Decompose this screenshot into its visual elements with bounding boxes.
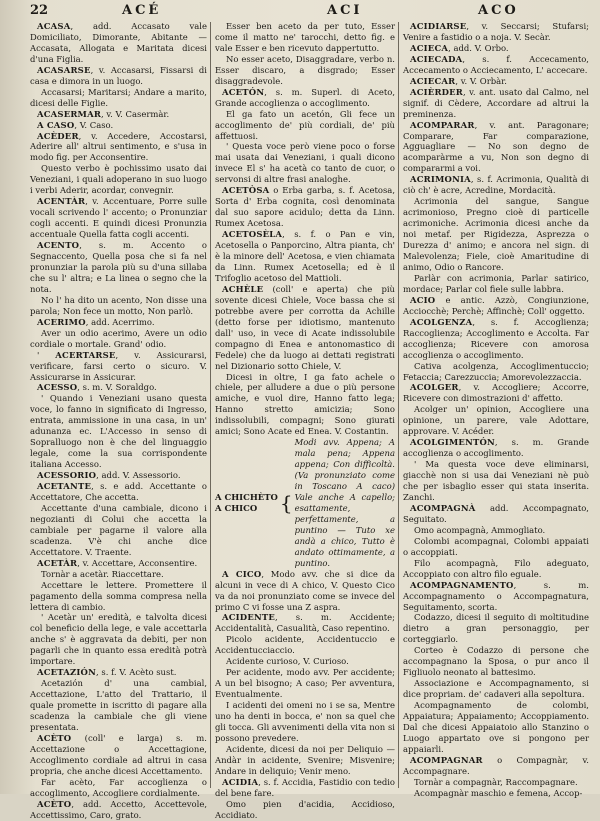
entry-subsense: [30, 328, 207, 350]
headword: ACOLGER: [410, 382, 459, 393]
dictionary-entry: [403, 317, 589, 361]
dictionary-entry: [215, 569, 395, 613]
entry-text: , s. f. Accidia, Fastidio con tedio del bene fare.: [215, 776, 395, 798]
dictionary-entry: [30, 196, 207, 240]
dictionary-entry: [215, 185, 395, 229]
entry-text: , v. Accedere, Accostarsi, Aderire all' altrui sentimento, e s'usa in modo fig. per Acconsentire.: [30, 130, 207, 163]
dictionary-entry: [30, 131, 207, 164]
dictionary-entry: [30, 558, 207, 569]
entry-text: Codazzo, dicesi il seguito di moltitudine dietro a gran personaggio, per corteggiarlo.: [403, 612, 589, 645]
entry-text: No esser aceto, Disaggradare, verbo n. Esser discaro, a disgrado; Esser disaggradevole.: [215, 53, 395, 86]
entry-text: , v. Assicurarsi, verificare, farsi certo o sicuro. V. Assicurarse in Assicurar.: [30, 349, 207, 382]
page-header: [30, 3, 586, 21]
headword: ACETÀR: [37, 557, 78, 568]
entry-subsense: [30, 777, 207, 799]
dictionary-entry: [403, 21, 589, 43]
entry-text: Filo acompagnà, Filo adeguato, Accoppiato con altro filo eguale.: [403, 557, 589, 579]
entry-subsense: [403, 525, 589, 536]
entry-subsense: [215, 109, 395, 142]
entry-text: Aver un odio acerimo, Avere un odio cordiale o mortale. Grand' odio.: [30, 327, 207, 349]
headword: ACOLGIMENTÓN: [410, 437, 495, 448]
entry-text: , add. V. Orbo.: [448, 42, 509, 53]
dictionary-entry: [403, 503, 589, 525]
dictionary-entry: [215, 284, 395, 372]
entry-subsense: [403, 700, 589, 755]
dictionary-entry: [215, 229, 395, 284]
dictionary-entry: [403, 382, 589, 404]
entry-subsense: [403, 788, 589, 799]
entry-subsense: [403, 536, 589, 558]
entry-text: Acompagnàr maschio e femena, Accop-: [414, 787, 583, 798]
headword: ACERTARSE: [55, 349, 116, 360]
dictionary-entry: [403, 54, 589, 76]
braced-entry-a-chico: [215, 437, 395, 568]
entry-text: Tornàr a acetàr. Riaccettare.: [41, 568, 164, 579]
entry-text: , s. f. Accecamento, Accecamento o Acciecamento, L' accecare.: [403, 53, 589, 75]
column-divider: [398, 22, 399, 788]
entry-subsense: [30, 678, 207, 733]
dictionary-entry: [30, 481, 207, 503]
entry-text: Questo verbo è pochissimo usato dai Veneziani, i quali adoperano in suo luogo i verbi Aderir, acordar, convegnir.: [30, 163, 207, 196]
entry-text: , s. m. Superl. di Aceto, Grande accoglienza o accoglimento.: [215, 86, 395, 108]
headword: ACIECA: [410, 42, 449, 53]
dictionary-entry: [30, 240, 207, 295]
page-number: 22: [30, 3, 49, 18]
entry-text: Acidente curioso, V. Curioso.: [226, 656, 349, 667]
entry-subsense: [30, 503, 207, 558]
headword: ACÈTO: [37, 798, 72, 809]
entry-text: , v. Accogliere; Accorre, Ricevere con dimostrazioni d' affetto.: [403, 382, 589, 404]
entry-text: , add. Accetto, Accettevole, Accettissimo, Caro, grato.: [30, 798, 207, 820]
entry-text: , s. f. Acrimonia, Qualità di ciò ch' è acre, Acredine, Mordacità.: [403, 174, 589, 196]
entry-text: o Compagnàr, v. Accompagnare.: [403, 754, 589, 776]
entry-subsense: [215, 799, 395, 821]
middle-entries-bottom: [215, 569, 395, 821]
headword: ACETANTE: [37, 481, 92, 492]
dictionary-entry: [403, 87, 589, 120]
entry-text: ' Acetàr un' eredità, e talvolta dicesi col beneficio della lege, e vale accettarla anche s' è aggravata da debiti, per non pagarli che in quanto essa eredità potrà importare.: [30, 612, 207, 667]
entry-text: , s. m. Grande accoglienza o accoglimento.: [403, 437, 589, 459]
entry-subsense: [30, 295, 207, 317]
dictionary-entry: [30, 470, 207, 481]
entry-text: , s. f. V. Acèto sust.: [96, 667, 177, 678]
entry-text: Accasarsi; Maritarsi; Andare a marito, dicesi delle Figlie.: [30, 86, 207, 108]
guide-word-right: ACO: [478, 3, 519, 18]
dictionary-entry: [215, 87, 395, 109]
entry-text: , s. m. V. Soraldgo.: [77, 382, 157, 393]
entry-subsense: [403, 612, 589, 645]
entry-text: Acetazión d' una cambial, Accettazione, L'atto del Trattario, il quale promette in iscritto di pagare alla scadenza la cambiale che gli viene presentata.: [30, 678, 207, 732]
entry-text: , s. f. Accoglienza; Raccoglienza; Accoglimento e Accolta. Far accoglienza; Ricevere con amorosa accoglienza o accoglimento.: [403, 316, 589, 360]
headword: ACETÓN: [222, 86, 265, 97]
entry-text: Parlàr con acrimonia, Parlar satirico, mordace; Parlar col fiele sulle labbra.: [403, 272, 589, 294]
dictionary-entry: [403, 295, 589, 317]
headword: ACOMPAGNÀ: [410, 502, 476, 513]
brace-symbol: {: [279, 490, 293, 515]
headword: ACASARSE: [37, 64, 91, 75]
entry-text: (coll' e larga) s. m. Accettazione o Accettagione, Accoglimento cordiale ad altrui in casa propria, che anche dicesi Accettamento.: [30, 732, 207, 776]
entry-text: Omo pien d'acidia, Accidioso, Accidiato.: [215, 798, 395, 820]
headword: ACIECADA: [410, 53, 463, 64]
entry-text: Accettare le lettere. Promettere il pagamento della somma compresa nella lettera di cambio.: [30, 579, 207, 612]
entry-text: Esser ben aceto da per tuto, Esser come il matto ne' tarocchi, detto fig. e vale Esser e ben ricevuto dappertutto.: [215, 21, 395, 53]
headword: ACHÈLE: [222, 283, 264, 294]
entry-text: No l' ha dito un acento, Non disse una parola; Non fece un motto, Non parlò.: [30, 294, 207, 316]
headword: ACIDIA: [222, 776, 259, 787]
entry-text: Acrimonia del sangue, Sangue acrimonioso, Pregno cioè di particelle acrimoniche. Acrimonia dicesi anche da noi metaf. per Rigidezza, Asprezza o Durezza d' animo; e ancora nel sign. di Malevolenza; Fiele, cioè Amaritudine di animo, Odio o Rancore.: [403, 196, 589, 272]
headword: ACIECAR: [410, 75, 456, 86]
entry-subsense: [30, 569, 207, 580]
headword: ACETÒSA: [222, 185, 270, 196]
entry-text: o Erba garba, s. f. Acetosa, Sorta d' Erba cognita, così denominata dal suo sapore acidulo; detta da Linn. Rumex Acetosa.: [215, 185, 395, 229]
entry-subsense: [215, 656, 395, 667]
dictionary-entry: [30, 382, 207, 393]
entry-text: Picolo acidente, Accidentuccio e Accidentucciaccio.: [215, 634, 395, 656]
entry-text: Accettante d'una cambiale, dicono i negozianti di Colui che accetta la cambiale per pagarne il valore alla scadenza. V'è chi anche dice Accettatore. V. Traente.: [30, 502, 207, 557]
entry-text: I acidenti dei omeni no i se sa, Mentre uno ha denti in bocca, e' non sa quel che gli tocca. Gli avvenimenti della vita non si possono prevedere.: [215, 700, 395, 743]
headword: ACIDENTE: [222, 612, 275, 623]
entry-subsense: [30, 612, 207, 667]
guide-word-left: ACÉ: [122, 3, 162, 18]
entry-text: Dicesi in oltre, I ga fato achele o chiele, per alludere a due o più persone amiche, e vuol dire, Hanno fatto lega; Hanno stretto amicizia; Sono indissolubili, compagni; Sono giurati amici; Sono Acate ed Enea. V. Costantin.: [215, 371, 395, 437]
dictionary-entry: [30, 317, 207, 328]
headword: ACETOSÈLA: [222, 229, 283, 240]
headword: ACASA: [37, 21, 71, 31]
headword: A CASO: [37, 119, 75, 130]
headword: ACETAZIÓN: [37, 667, 97, 678]
entry-text: Cativa acolgenza, Accoglimentuccio; Fetaccia; Carezzuccia; Amorevolezzaccia.: [403, 360, 589, 382]
entry-text: , s. e add. Accettante o Accettatore, Che accetta.: [30, 481, 207, 502]
headword: ACESSORIO: [37, 470, 97, 481]
entry-text: , v. V. Orbàr.: [455, 75, 507, 86]
entry-text: e antic. Azzò, Congiunzione, Acciocchè; Perchè; Affinchè; Coll' oggetto.: [403, 294, 589, 316]
column-left: [30, 21, 207, 820]
middle-entries-top: [215, 21, 395, 437]
entry-definition: Modi avv. Appena; A mala pena; Appena appena; Con difficoltà. (Va pronunziato come in Toscano A caco) Vale anche A capello; esattamente, perfettamente, a puntino — Tuto xe andà a chico, Tutto è andato ottimamente, a puntino.: [294, 437, 395, 568]
headword: ACENTO: [37, 240, 80, 251]
entry-subsense: [215, 744, 395, 777]
entry-text: , V. Caso.: [74, 119, 114, 130]
headword: ACOMPAGNAMENTO: [410, 579, 514, 590]
entry-subsense: [215, 372, 395, 438]
entry-subsense: [403, 196, 589, 273]
headword: ACASERMAR: [37, 108, 102, 119]
entry-text: add. Accompagnato, Seguitato.: [403, 502, 589, 524]
headword: ACESSO: [37, 382, 78, 393]
entry-subsense: [30, 87, 207, 109]
entry-subsense: [403, 558, 589, 580]
entry-text: , v. V. Casermàr.: [101, 108, 170, 119]
dictionary-entry: [403, 755, 589, 777]
entry-subsense: [30, 580, 207, 613]
dictionary-entry: [403, 120, 589, 175]
column-right: [403, 21, 589, 798]
column-divider: [210, 22, 211, 788]
dictionary-entry: [403, 437, 589, 459]
headword: A CICO: [222, 568, 262, 579]
entry-subsense: [403, 361, 589, 383]
entry-text: Acompagnamento de colombi, Appaiatura; Appaiamento; Accoppiamento. Dal che dicesi Appaiatoio allo Stanzino o Luogo appartato ove si pongono per appaiarli.: [403, 700, 589, 754]
entry-subsense: [215, 54, 395, 87]
headword: ACÈDER: [37, 130, 79, 141]
entry-text: Colombi acompagnai, Colombi appaiati o accoppiati.: [403, 535, 589, 557]
entry-text: Acidente, dicesi da noi per Deliquio — Andàr in acidente, Svenire; Misvenire; Andare in deliquio; Venir meno.: [215, 743, 395, 776]
dictionary-entry: [30, 65, 207, 87]
dictionary-entry: [403, 580, 589, 613]
entry-text: ' Questa voce però viene poco o forse mai usata dai Veneziani, i quali dicono invece El s' ha acetà co tanto de cuor, o servonsi di altre frasi analoghe.: [215, 141, 395, 185]
headword: ACIÈRDER: [410, 86, 464, 97]
entry-text: , add. V. Assessorio.: [96, 470, 181, 481]
dictionary-entry: [30, 667, 207, 678]
entry-subsense: [215, 667, 395, 700]
entry-subsense: [403, 459, 589, 503]
entry-text: , s. m. Accento o Segnaccento, Quella posa che si fa nel pronunziar la parola più su d'una sillaba che su l' altra; e La linea o segno che la nota.: [30, 240, 207, 294]
dictionary-entry: [215, 612, 395, 634]
headword: ACERIMO: [37, 316, 86, 327]
entry-subsense: [215, 700, 395, 744]
entry-text: El ga fato un acetón, Gli fece un accoglimento de' più cordiali, de' più affettuosi.: [215, 108, 395, 141]
headword: ACOLGENZA: [410, 316, 473, 327]
entry-text: , Modo avv. che si dice da alcuni in vece di A chico, V. Questo Cico va da noi pronunziato come se invece del primo C vi fosse una Z aspra.: [215, 568, 395, 612]
entry-text: Far acèto, Far accoglienza o accoglimento, Accogliere cordialmente.: [30, 776, 207, 798]
headword: A CHICO: [215, 502, 258, 513]
dictionary-entry: [403, 174, 589, 196]
dictionary-entry: [30, 733, 207, 777]
dictionary-entry: [30, 799, 207, 821]
headword: ACENTÀR: [37, 196, 86, 207]
dictionary-entry: [403, 43, 589, 54]
entry-subsense: [403, 645, 589, 678]
entry-mark: ': [37, 349, 56, 360]
entry-subsense: [403, 678, 589, 700]
entry-text: ' Quando i Veneziani usano questa voce, lo fanno in significato di Ingresso, entrata, ammissione in una casa, in un' adunanza ec. L'Accesso in senso di Sopralluogo non è che del linguaggio legale, come la sua corrispondente italiana Accesso.: [30, 393, 207, 470]
guide-word-center: ACI: [327, 3, 363, 18]
dictionary-entry: [30, 21, 207, 65]
entry-text: , v. Accasarsi, Fissarsi di casa e dimora in un luogo.: [30, 64, 207, 86]
entry-text: Acolger un' opinion, Accogliere una opinione, un parere, vale Adottare, approvare. V. Acéder.: [403, 404, 589, 437]
entry-text: (coll' e aperta) che più sovente dicesi Chiele, Voce bassa che si potrebbe avere per corrotta da Achille (detto forse per idiotismo, mantenuto dall' uso, in vece di Acate indissolubile compagno di Enea e antonomastico di Fedele) che da luogo ai dettati registrati nel Dizionario sotto Chiele, V.: [215, 283, 395, 371]
entry-subsense: [30, 163, 207, 196]
dictionary-entry: [215, 777, 395, 799]
headword: ACÈTO: [37, 732, 72, 743]
dictionary-entry: [403, 76, 589, 87]
entry-subsense: [215, 141, 395, 185]
entry-text: Per acidente, modo avv. Per accidente; A un bel bisogno; A caso; Per avventura, Eventualmente.: [215, 667, 395, 700]
entry-text: , add. Acerrimo.: [85, 316, 155, 327]
entry-subsense: [403, 777, 589, 788]
entry-text: , s. f. o Pan e vin, Acetosella o Panporcino, Altra pianta, ch' è la minore dell' Acetosa, e vien chiamata da Linn. Rumex Acetosella; ed è il Trifoglio acetoso del Mattioli.: [215, 229, 395, 283]
dictionary-entry: [30, 109, 207, 120]
entry-text: , v. Seccarsi; Stufarsi; Venire a fastidio o a noja. V. Secàr.: [403, 21, 589, 42]
entry-subsense: [30, 393, 207, 470]
entry-subsense: [215, 21, 395, 54]
entry-text: , v. ant. usato dal Calmo, nel signif. di Cèdere, Accordare ad altrui la preminenza.: [403, 86, 589, 119]
entry-text: Tornàr a compagnàr, Raccompagnare.: [414, 776, 578, 787]
entry-subsense: [403, 273, 589, 295]
entry-text: , v. Accettare, Acconsentire.: [77, 557, 198, 568]
entry-text: Omo acompagnà, Ammogliato.: [414, 524, 546, 535]
column-middle: [215, 21, 395, 820]
headword: ACIO: [410, 294, 436, 305]
entry-subsense: [403, 404, 589, 437]
headword: A CHICHÈTO: [215, 491, 278, 502]
entry-text: , v. Accentuare, Porre sulle vocali scrivendo l' accento; o Pronunziar cogli accenti. E quindi dicesi Pronunzia accentuale Quella fatta cogli accenti.: [30, 196, 207, 240]
entry-text: Associazione e Accompagnamento, si dice propriam. de' cadaveri alla sepoltura.: [403, 678, 589, 700]
dictionary-entry: [30, 120, 207, 131]
entry-text: , v. ant. Paragonare; Comparare, Far comparazione, Agguagliare — No son degno de acomparàrme a vu, Non son degno di compararmi a voi.: [403, 119, 589, 174]
dictionary-entry: [30, 350, 207, 383]
headword: ACIDIARSE: [410, 21, 467, 31]
headword: ACOMPARAR: [410, 119, 475, 130]
entry-text: Corteo è Codazzo di persone che accompagnano la Sposa, o pur anco il Figliuolo neonato al battesimo.: [403, 645, 589, 678]
braced-headwords: [215, 492, 278, 514]
entry-text: , add. Accasato vale Domiciliato, Dimorante, Abitante — Accasata, Allogata e Maritata dicesi d'una Figlia.: [30, 21, 207, 64]
entry-text: , s. m. Accidente; Accidentalità, Casualità, Caso repentino.: [215, 612, 395, 634]
entry-subsense: [215, 634, 395, 656]
entry-text: ' Ma questa voce deve eliminarsi, giacchè non si usa dai Veneziani nè può che per isbaglio esser qui stata inserita. Zanchi.: [403, 459, 589, 502]
headword: ACRIMONIA: [410, 174, 471, 185]
headword: ACOMPAGNAR: [410, 754, 483, 765]
entry-text: , s. m. Accompagnamento o Accompagnatura, Seguitamento, scorta.: [403, 579, 589, 612]
